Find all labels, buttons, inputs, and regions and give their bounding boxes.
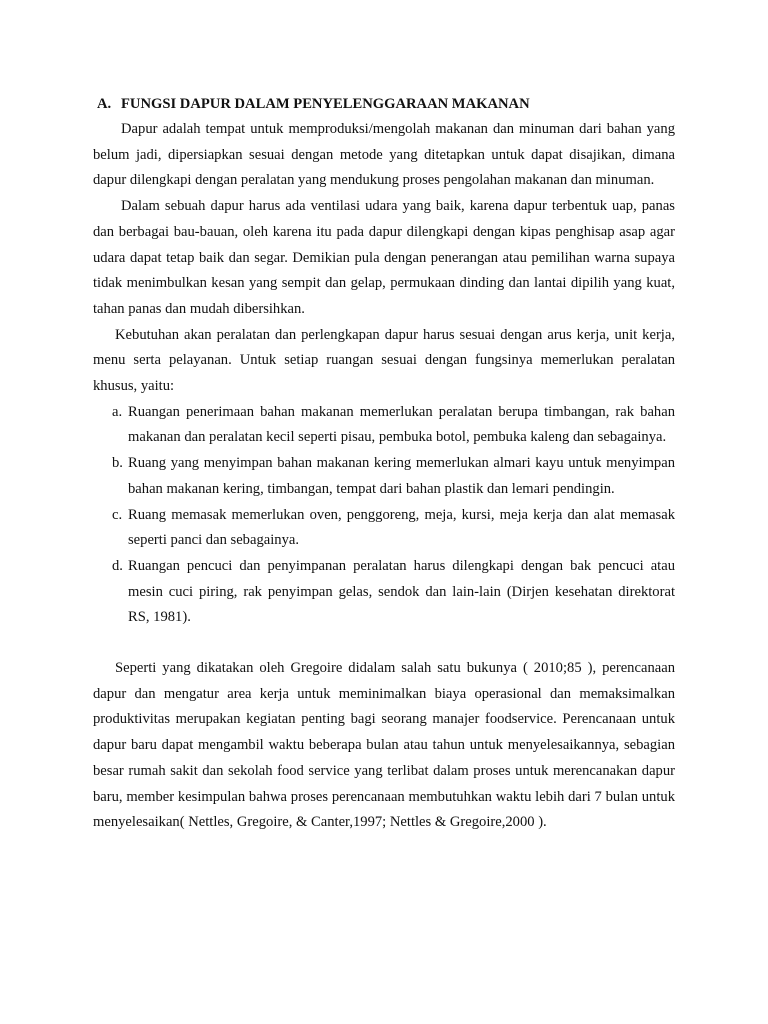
list-item-text: Ruang yang menyimpan bahan makanan kering memerlukan almari kayu untuk menyimpan bahan makanan kering, timbangan, tempat dari bahan plastik dan lemari pendingin.	[128, 455, 675, 497]
list-item	[93, 503, 675, 554]
paragraph-spacer	[93, 631, 675, 656]
list-marker: d.	[112, 557, 123, 574]
section-heading	[97, 93, 675, 115]
list-marker: a.	[112, 403, 123, 420]
list-item	[93, 554, 675, 631]
list-item	[93, 400, 675, 451]
list-item-text: Ruang memasak memerlukan oven, penggoreng, meja, kursi, meja kerja dan alat memasak seperti panci dan sebagainya.	[128, 506, 675, 549]
section-letter: A.	[97, 96, 112, 112]
document-page	[93, 93, 675, 836]
paragraph-kebutuhan-peralatan: Kebutuhan akan peralatan dan perlengkapan dapur harus sesuai dengan arus kerja, unit kerja, menu serta pelayanan. Untuk setiap ruangan sesuai dengan fungsinya memerlukan peralatan khusus, yaitu:	[93, 326, 675, 395]
paragraph-dapur-definition: Dapur adalah tempat untuk memproduksi/mengolah makanan dan minuman dari bahan yang belum jadi, dipersiapkan sesuai dengan metode yang ditetapkan untuk dapat disajikan, dimana dapur dilengkapi dengan peralatan yang mendukung proses pengolahan makanan dan minuman.	[93, 121, 675, 189]
list-item	[93, 451, 675, 502]
list-marker: b.	[112, 455, 123, 472]
equipment-list	[93, 400, 675, 631]
list-item-text: Ruangan pencuci dan penyimpanan peralatan harus dilengkapi dengan bak pencuci atau mesin cuci piring, rak penyimpan gelas, sendok dan lain-lain (Dirjen kesehatan direktorat RS, 1981).	[128, 557, 675, 626]
paragraph-ventilasi: Dalam sebuah dapur harus ada ventilasi udara yang baik, karena dapur terbentuk uap, panas dan berbagai bau-bauan, oleh karena itu pada dapur dilengkapi dengan kipas penghisap asap agar udara dapat tetap baik dan segar. Demikian pula dengan penerangan atau pemilihan warna supaya tidak menimbulkan kesan yang sempit dan gelap, permukaan dinding dan lantai dipilih yang kuat, tahan panas dan mudah dibersihkan.	[93, 198, 675, 317]
list-item-text: Ruangan penerimaan bahan makanan memerlukan peralatan berupa timbangan, rak bahan makanan dan peralatan kecil seperti pisau, pembuka botol, pembuka kaleng dan sebagainya.	[128, 403, 675, 446]
section-title: FUNGSI DAPUR DALAM PENYELENGGARAAN MAKANAN	[121, 96, 530, 112]
paragraph-gregoire: Seperti yang dikatakan oleh Gregoire didalam salah satu bukunya ( 2010;85 ), perencanaan dapur dan mengatur area kerja untuk meminimalkan biaya operasional dan memaksimalkan produktivitas merupakan kegiatan penting bagi seorang manajer foodservice. Perencanaan untuk dapur baru dapat mengambil waktu beberapa bulan atau tahun untuk menyelesaikannya, sebagian besar rumah sakit dan sekolah food service yang terlibat dalam proses untuk merencanakan dapur baru, member kesimpulan bahwa proses perencanaan membutuhkan waktu lebih dari 7 bulan untuk menyelesaikan( Nettles, Gregoire, & Canter,1997; Nettles & Gregoire,2000 ).	[93, 660, 675, 831]
list-marker: c.	[112, 506, 123, 523]
